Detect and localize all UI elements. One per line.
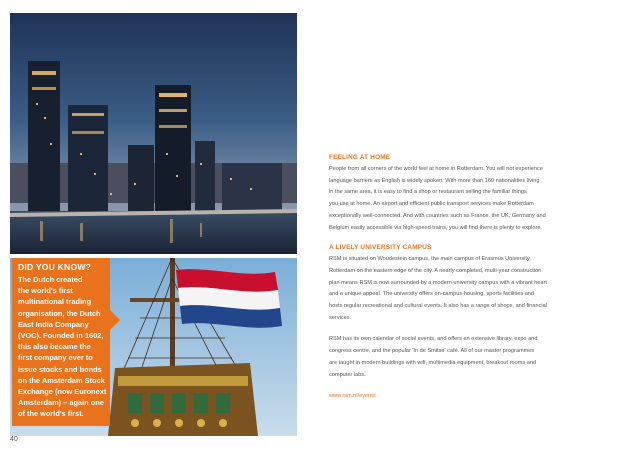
paragraph-line: exceptionally well-connected. And with countries such as France, the UK, Germany and — [329, 212, 546, 219]
did-you-know-line: Exchange (now Euronext — [18, 387, 107, 397]
did-you-know-line: (VOC). Founded in 1602, — [18, 331, 104, 341]
did-you-know-box — [12, 258, 110, 426]
paragraph-line: RSM has its own calendar of social events, and offers an extensive library, expo and — [329, 336, 538, 343]
main-text-column — [329, 153, 619, 402]
paragraph-line: congress centre, and the popular 'In de Smitse' café. All of our master programmes — [329, 348, 535, 355]
did-you-know-line: multinational trading — [18, 297, 92, 307]
section-heading-home: FEELING AT HOME — [329, 154, 391, 161]
did-you-know-line: East India Company — [18, 319, 89, 329]
did-you-know-line: the world's first — [18, 286, 73, 296]
paragraph-line: language barriers as English is widely spoken. With more than 160 nationalities living — [329, 177, 540, 184]
did-you-know-title: DID YOU KNOW? — [18, 262, 92, 272]
did-you-know-line: this also became the — [18, 342, 91, 352]
did-you-know-line: The Dutch created — [18, 275, 83, 284]
did-you-know-line: on the Amsterdam Stock — [18, 375, 105, 385]
page-number: 40 — [10, 436, 18, 443]
did-you-know-line: first company ever to — [18, 353, 93, 363]
paragraph-line: computer labs. — [329, 371, 366, 378]
paragraph-line: Rotterdam on the eastern edge of the city. A nearly completed, multi-year construction — [329, 267, 542, 274]
paragraph-line: Belgium easily accessible via high-speed trains, you will find there is plenty to explore. — [329, 224, 542, 231]
rotterdam-skyline-photo — [10, 13, 297, 254]
paragraph-line: RSM is situated on Woudestein campus, the main campus of Erasmus University — [329, 256, 530, 263]
paragraph-line: are taught in modern buildings with wifi, multimedia equipment, breakout rooms and — [329, 359, 537, 366]
paragraph-line: plan means RSM is now surrounded by a modern university campus with a vibrant heart — [329, 279, 547, 286]
did-you-know-line: of the world's first. — [18, 409, 84, 419]
paragraph-line: services. — [329, 314, 352, 321]
did-you-know-line: organisation, the Dutch — [18, 308, 101, 318]
paragraph-line: in the same area, it is easy to find a shop or restaurant selling the familiar things — [329, 189, 527, 196]
paragraph-line: People from all corners of the world feel at home in Rotterdam. You will not experience — [329, 166, 543, 172]
paragraph-line: hosts regular recreational and cultural events. It also has a range of shops, and financial — [329, 303, 547, 310]
did-you-know-line: Amsterdam) – again one — [18, 398, 104, 408]
paragraph-line: you use at home. An airport and efficient public transport services make Rotterdam — [329, 201, 534, 208]
events-link[interactable]: www.rsm.nl/events — [329, 393, 376, 400]
paragraph-line: and a unique appeal. The university offers on-campus housing, sports facilities and — [329, 291, 535, 298]
did-you-know-line: issue stocks and bonds — [18, 364, 102, 374]
section-heading-campus: A LIVELY UNIVERSITY CAMPUS — [329, 244, 432, 252]
